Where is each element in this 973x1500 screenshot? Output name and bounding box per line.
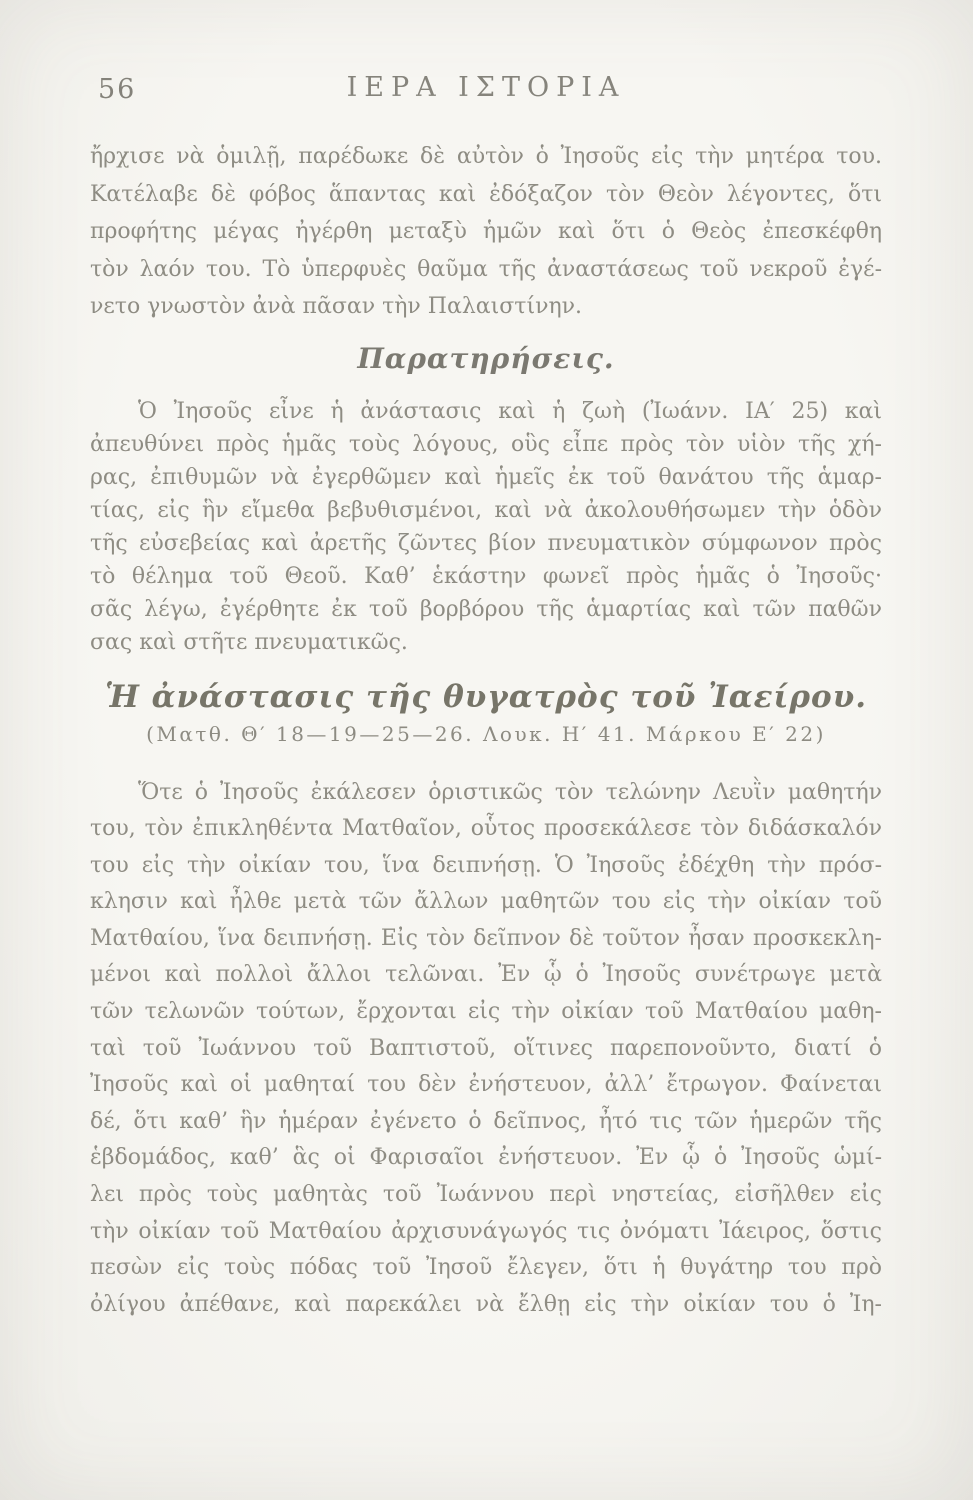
- text-line: τὸν λαόν του. Τὸ ὑπερφυὲς θαῦμα τῆς ἀναστάσεως τοῦ νεκροῦ ἐγέ-: [90, 256, 882, 282]
- text-column: [90, 138, 882, 1323]
- text-line: Κατέλαβε δὲ φόβος ἅπαντας καὶ ἐδόξαζον τὸν Θεὸν λέγοντες, ὅτι: [90, 181, 882, 207]
- text-line: δέ, ὅτι καθ’ ἣν ἡμέραν ἐγένετο ὁ δεῖπνος, ἦτό τις τῶν ἡμερῶν τῆς: [90, 1108, 882, 1134]
- text-line: σᾶς λέγω, ἐγέρθητε ἐκ τοῦ βορβόρου τῆς ἁμαρτίας καὶ τῶν παθῶν: [90, 596, 882, 622]
- text-line: σας καὶ στῆτε πνευματικῶς.: [90, 629, 408, 655]
- paragraph-jairus: [90, 775, 882, 1324]
- text-line: λει πρὸς τοὺς μαθητὰς τοῦ Ἰωάννου περὶ νηστείας, εἰσῆλθεν εἰς: [90, 1182, 882, 1208]
- text-line: πεσὼν εἰς τοὺς πόδας τοῦ Ἰησοῦ ἔλεγεν, ὅτι ἡ θυγάτηρ του πρὸ: [90, 1255, 882, 1281]
- text-line: Ὁ Ἰησοῦς εἶνε ἡ ἀνάστασις καὶ ἡ ζωὴ (Ἰωάνν. ΙΑ′ 25) καὶ: [138, 398, 882, 424]
- text-line: του εἰς τὴν οἰκίαν του, ἵνα δειπνήσῃ. Ὁ Ἰησοῦς ἐδέχθη τὴν πρόσ-: [90, 852, 882, 878]
- running-title: ΙΕΡΑ ΙΣΤΟΡΙΑ: [346, 72, 626, 103]
- text-line: ρας, ἐπιθυμῶν νὰ ἐγερθῶμεν καὶ ἡμεῖς ἐκ τοῦ θανάτου τῆς ἁμαρ-: [90, 464, 882, 490]
- text-line: ταὶ τοῦ Ἰωάννου τοῦ Βαπτιστοῦ, οἵτινες παρεπονοῦντο, διατί ὁ: [90, 1035, 882, 1061]
- text-line: τὴν οἰκίαν τοῦ Ματθαίου ἀρχισυνάγωγός τις ὀνόματι Ἰάειρος, ὅστις: [90, 1218, 882, 1244]
- text-line: Ἰησοῦς καὶ οἱ μαθηταί του δὲν ἐνήστευον, ἀλλ’ ἔτρωγον. Φαίνεται: [90, 1072, 882, 1098]
- text-line: νετο γνωστὸν ἀνὰ πᾶσαν τὴν Παλαιστίνην.: [90, 294, 583, 319]
- text-line: ἑβδομάδος, καθ’ ἃς οἱ Φαρισαῖοι ἐνήστευον. Ἐν ᾧ ὁ Ἰησοῦς ὡμί-: [90, 1145, 882, 1171]
- paragraph-nain-conclusion: [90, 138, 882, 326]
- paragraph-observations: [90, 395, 882, 659]
- scripture-citation: (Ματθ. Θ′ 18—19—25—26. Λουκ. Η′ 41. Μάρκου Ε′ 22): [146, 721, 826, 746]
- section-heading: Ἡ ἀνάστασις τῆς θυγατρὸς τοῦ Ἰαείρου.: [104, 678, 868, 715]
- text-line: τῆς εὐσεβείας καὶ ἀρετῆς ζῶντες βίον πνευματικὸν σύμφωνον πρὸς: [90, 530, 882, 556]
- text-line: ἀπευθύνει πρὸς ἡμᾶς τοὺς λόγους, οὓς εἶπε πρὸς τὸν υἱὸν τῆς χή-: [90, 431, 882, 457]
- text-line: τῶν τελωνῶν τούτων, ἔρχονται εἰς τὴν οἰκίαν τοῦ Ματθαίου μαθη-: [90, 999, 882, 1025]
- text-line: ὀλίγου ἀπέθανε, καὶ παρεκάλει νὰ ἔλθῃ εἰς τὴν οἰκίαν του ὁ Ἰη-: [90, 1291, 882, 1317]
- text-line: του, τὸν ἐπικληθέντα Ματθαῖον, οὗτος προσεκάλεσε τὸν διδάσκαλόν: [90, 816, 882, 842]
- text-line: προφήτης μέγας ἠγέρθη μεταξὺ ἡμῶν καὶ ὅτι ὁ Θεὸς ἐπεσκέφθη: [90, 219, 882, 244]
- text-line: τίας, εἰς ἣν εἴμεθα βεβυθισμένοι, καὶ νὰ ἀκολουθήσωμεν τὴν ὁδὸν: [90, 497, 882, 523]
- text-line: τὸ θέλημα τοῦ Θεοῦ. Καθ’ ἑκάστην φωνεῖ πρὸς ἡμᾶς ὁ Ἰησοῦς·: [90, 563, 882, 589]
- page-number: 56: [98, 74, 137, 105]
- observations-heading: Παρατηρήσεις.: [357, 341, 615, 375]
- text-line: Ὅτε ὁ Ἰησοῦς ἐκάλεσεν ὁριστικῶς τὸν τελώνην Λευῒν μαθητήν: [138, 779, 882, 805]
- text-line: μένοι καὶ πολλοὶ ἄλλοι τελῶναι. Ἐν ᾧ ὁ Ἰησοῦς συνέτρωγε μετὰ: [90, 962, 882, 988]
- text-line: κλησιν καὶ ἦλθε μετὰ τῶν ἄλλων μαθητῶν του εἰς τὴν οἰκίαν τοῦ: [90, 889, 882, 915]
- text-line: ἤρχισε νὰ ὁμιλῇ, παρέδωκε δὲ αὐτὸν ὁ Ἰησοῦς εἰς τὴν μητέρα του.: [90, 144, 882, 169]
- text-line: Ματθαίου, ἵνα δειπνήσῃ. Εἰς τὸν δεῖπνον δὲ τοῦτον ἦσαν προσκεκλη-: [90, 925, 882, 951]
- running-head: [90, 72, 882, 108]
